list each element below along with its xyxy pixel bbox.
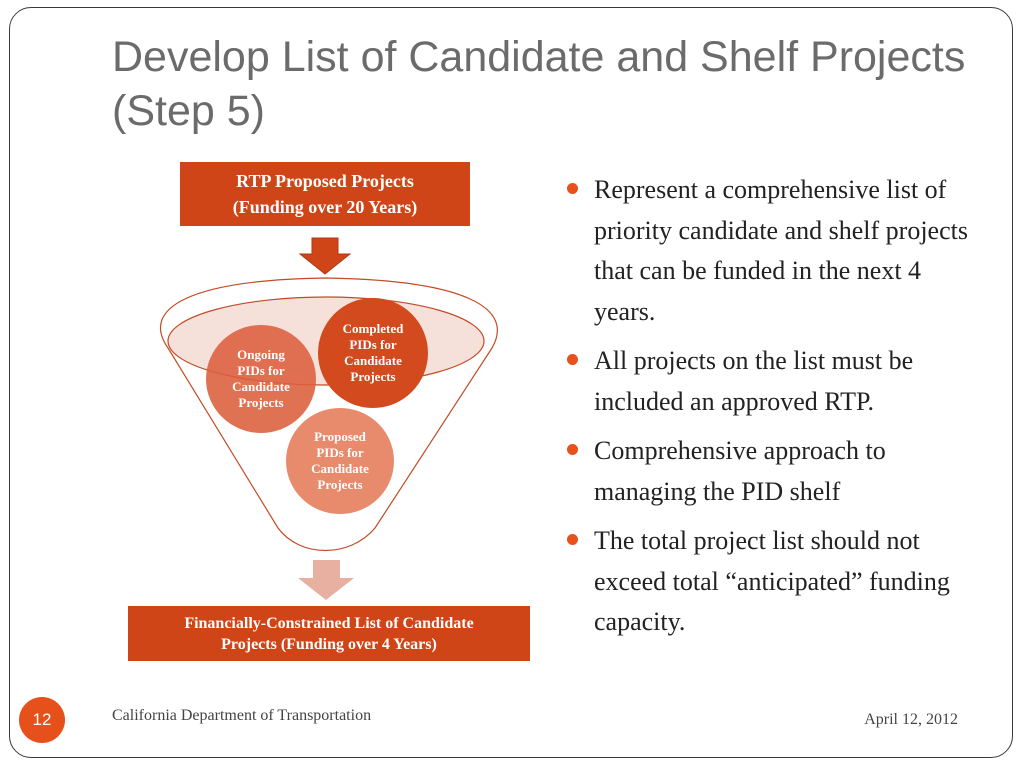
page-number-badge: 12: [19, 697, 65, 743]
completed-pids-circle: Completed PIDs for Candidate Projects: [318, 298, 428, 408]
rtp-proposed-projects-box: RTP Proposed Projects (Funding over 20 Years): [180, 162, 470, 226]
bullet-item: Comprehensive approach to managing the PID shelf: [566, 431, 986, 512]
bullet-item: Represent a comprehensive list of priority candidate and shelf projects that can be funded in the next 4 years.: [566, 170, 986, 332]
slide-title: Develop List of Candidate and Shelf Projects (Step 5): [112, 33, 966, 135]
bullet-dot-icon: [567, 534, 578, 545]
footer-date: April 12, 2012: [864, 711, 958, 728]
bullet-item: All projects on the list must be included an approved RTP.: [566, 341, 986, 422]
bullet-dot-icon: [567, 444, 578, 455]
bullet-dot-icon: [567, 183, 578, 194]
proposed-pids-circle: Proposed PIDs for Candidate Projects: [286, 408, 394, 514]
financially-constrained-list-box: Financially-Constrained List of Candidate Projects (Funding over 4 Years): [128, 606, 530, 661]
footer-organization: California Department of Transportation: [112, 707, 372, 724]
ongoing-pids-circle: Ongoing PIDs for Candidate Projects: [206, 325, 316, 433]
bullet-dot-icon: [567, 354, 578, 365]
bullet-item: The total project list should not exceed total “anticipated” funding capacity.: [566, 521, 986, 643]
arrow-down-light-icon: [298, 560, 354, 600]
bullet-list: [566, 170, 986, 652]
arrow-down-icon: [300, 238, 350, 274]
